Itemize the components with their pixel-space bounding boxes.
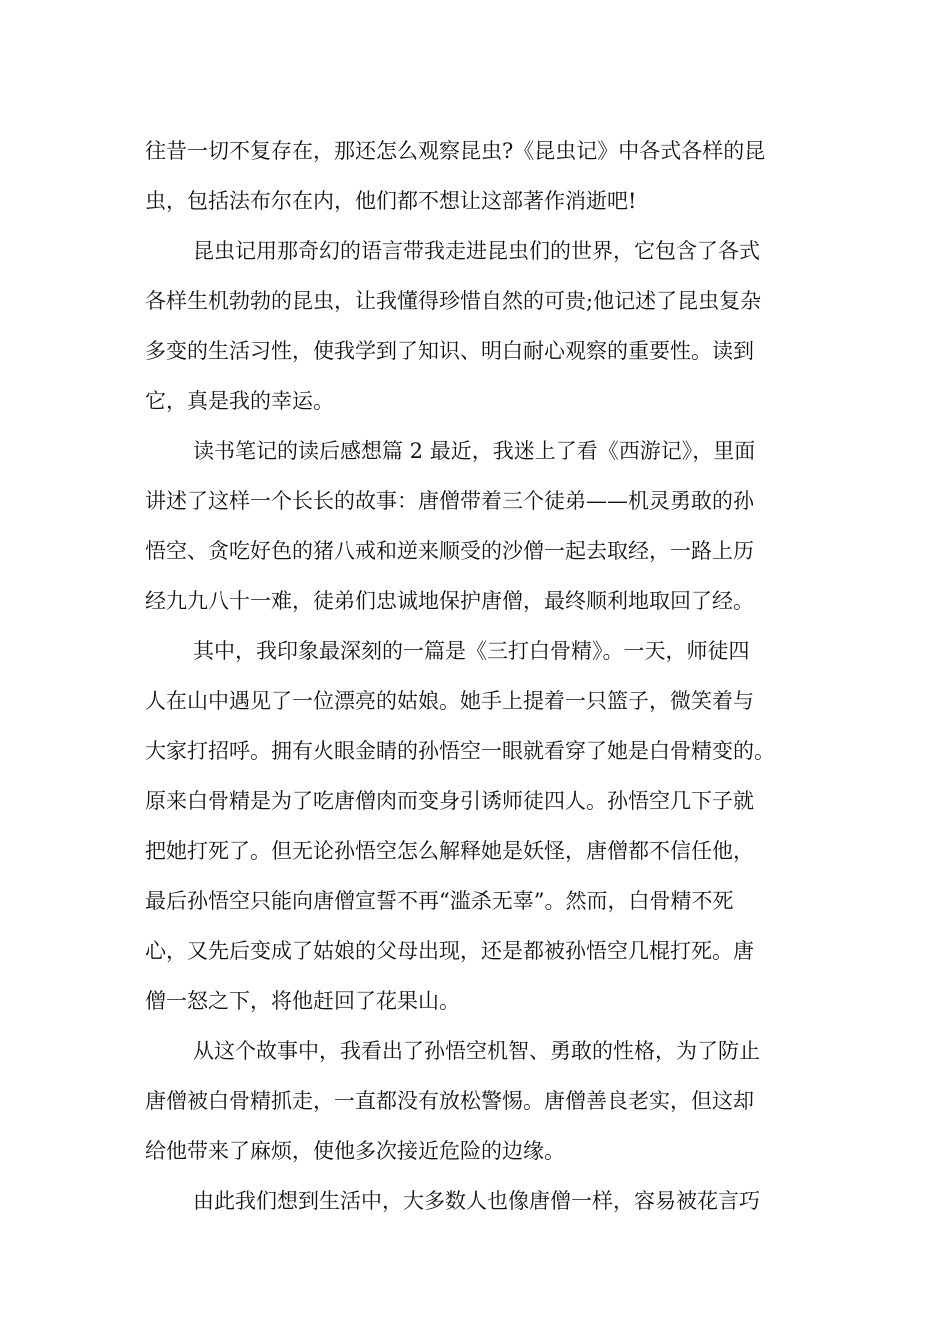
text-line: 讲述了这样一个长长的故事：唐僧带着三个徒弟——机灵勇敢的孙 [145,489,754,513]
text-line: 给他带来了麻烦，使他多次接近危险的边缘。 [145,1139,565,1163]
text-line: 把她打死了。但无论孙悟空怎么解释她是妖怪，唐僧都不信任他， [145,839,754,863]
text-line: 多变的生活习性，使我学到了知识、明白耐心观察的重要性。读到 [145,339,754,363]
text-line: 虫，包括法布尔在内，他们都不想让这部著作消逝吧! [145,189,637,213]
text-line: 悟空、贪吃好色的猪八戒和逆来顺受的沙僧一起去取经，一路上历 [145,539,754,563]
text-line: 原来白骨精是为了吃唐僧肉而变身引诱师徒四人。孙悟空几下子就 [145,789,754,813]
body-text [145,126,810,1226]
text-line: 人在山中遇见了一位漂亮的姑娘。她手上提着一只篮子，微笑着与 [145,689,754,713]
text-line: 心，又先后变成了姑娘的父母出现，还是都被孙悟空几棍打死。唐 [145,939,754,963]
text-line: 昆虫记用那奇幻的语言带我走进昆虫们的世界，它包含了各式 [193,239,760,263]
text-line: 最后孙悟空只能向唐僧宣誓不再“滥杀无辜”。然而，白骨精不死 [145,889,734,913]
text-line: 它，真是我的幸运。 [145,389,334,413]
text-line: 往昔一切不复存在，那还怎么观察昆虫?《昆虫记》中各式各样的昆 [145,139,766,163]
text-line: 僧一怒之下，将他赶回了花果山。 [145,989,460,1013]
text-line: 从这个故事中，我看出了孙悟空机智、勇敢的性格，为了防止 [193,1039,760,1063]
text-line: 读书笔记的读后感想篇 2 最近，我迷上了看《西游记》，里面 [193,439,756,463]
text-line: 其中，我印象最深刻的一篇是《三打白骨精》。一天，师徒四 [193,639,750,663]
text-line: 大家打招呼。拥有火眼金睛的孙悟空一眼就看穿了她是白骨精变的。 [145,739,775,763]
text-line: 各样生机勃勃的昆虫，让我懂得珍惜自然的可贵;他记述了昆虫复杂 [145,289,762,313]
text-line: 由此我们想到生活中，大多数人也像唐僧一样，容易被花言巧 [193,1189,760,1213]
text-line: 唐僧被白骨精抓走，一直都没有放松警惕。唐僧善良老实，但这却 [145,1089,754,1113]
text-line: 经九九八十一难，徒弟们忠诚地保护唐僧，最终顺利地取回了经。 [145,589,754,613]
